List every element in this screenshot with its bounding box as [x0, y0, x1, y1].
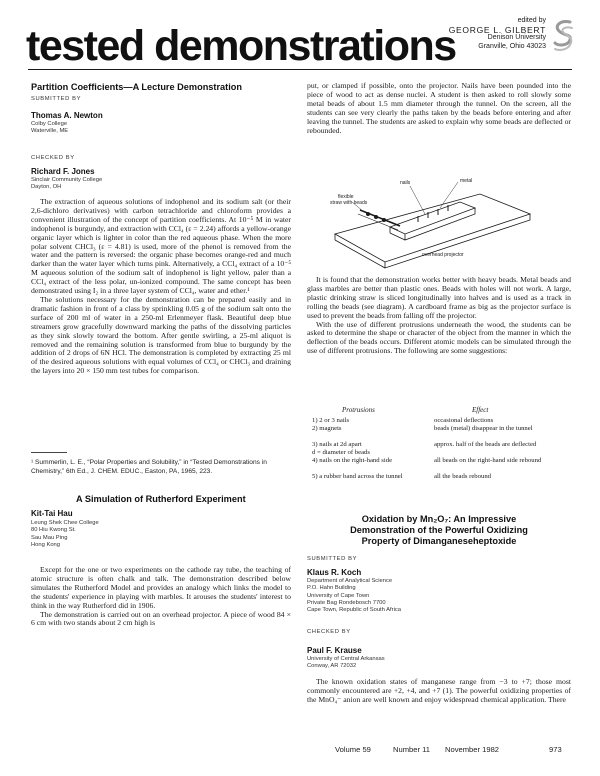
submitter-name: Klaus R. Koch [307, 568, 362, 577]
rutherford-apparatus-diagram [330, 172, 535, 272]
footnote: ¹ Summerlin, L. E., “Polar Properties and Solubility,” in “Tested Demonstrations in Chemistry,” 6th Ed., J. CHEM. EDUC., Easton, PA, 1965, 223. [31, 459, 267, 475]
paragraph: The extraction of aqueous solutions of indophenol and its sodium salt (or their 2,6-dichloro derivatives) with carbon tetrachloride and chloroform provides a convenient illustration of the concept of partition coefficients. At 10⁻⁵ M in water indophenol is burgundy, and extraction with CCl₄ (ε = 2.24) affords a yellow-orange organic layer which is lighter in color than the red aqueous phase. When the more polar solvent CHCl₃ (ε = 4.81) is used, more of the phenol is removed from the water and the pattern is reversed: the organic phase becomes orange-red and much darker than the water layer which turns pink. Alternatively, a CCl₄ extract of a 10⁻⁵ M aqueous solution of the sodium salt of indophenol is light yellow, paler than a CCl₄ extract of the less polar, un-ionized compound. The same concept has been demonstrated using I₂ in a three layer system of CCl₄, water and ether.¹ [31, 197, 291, 296]
submitted-by-label: SUBMITTED BY [31, 96, 82, 102]
editor-address: Granville, Ohio 43023 [478, 43, 546, 51]
paragraph: The demonstration is carried out on an overhead projector. A piece of wood 84 × 6 cm with two stands about 2 cm high is [31, 609, 291, 628]
paragraph: put, or clamped if possible, onto the projector. Nails have been pounded into the piece of wood to act as dense nuclei. A student is then asked to roll slowly some metal beads of about 1.5 mm diameter through the tunnel. On the screen, all the students can see very clearly the paths taken by the beads before entering and after leaving the tunnel. The students are asked to explain why some beads are deflected or rebounded. [307, 81, 571, 135]
paragraph: Except for the one or two experiments on the cathode ray tube, the teaching of atomic structure is often chalk and talk. The demonstration described below simulates the Rutherford Model and provides an analogy which links the model to the students' experience in playing with marbles. It arouses the students' interest to think in the way Rutherford did in 1906. [31, 565, 291, 610]
checker-affiliation: University of Central Arkansas Conway, AR 72032 [307, 656, 385, 670]
article-body-oxidation [307, 678, 571, 705]
checker-affiliation: Sinclair Community College Dayton, OH [31, 177, 103, 191]
article-body-rutherford-cont2 [307, 276, 571, 356]
submitter-affiliation: Colby College Waterville, ME [31, 121, 69, 135]
submitter-affiliation: Department of Analytical Science P.O. Hahn Building University of Cape Town Private Bag Rondebosch 7700 Cape Town, Republic of South Africa [307, 578, 401, 614]
paragraph: With the use of different protrusions underneath the wood, the students can be asked to determine the shape or character of the object from the manner in which the deflection of the beads occurs. Different atomic models can be simulated through the use of different protrusions. The following are some suggestions: [307, 319, 571, 356]
article-body-rutherford-cont [307, 82, 571, 135]
author-name: Kit-Tai Hau [31, 509, 73, 518]
article-title-rutherford: A Simulation of Rutherford Experiment [76, 494, 246, 504]
footnote-rule [31, 452, 67, 453]
article-title-oxidation: Oxidation by Mn₂O₇: An Impressive Demonstration of the Powerful Oxidizing Property of Dimanganeseheptoxide [350, 514, 528, 546]
footer-date: November 1982 [445, 745, 500, 754]
checked-by-label: CHECKED BY [31, 155, 75, 161]
article-body-partition [31, 198, 291, 376]
label-metal: metal [460, 178, 473, 184]
footer-number: Number 11 [393, 745, 431, 754]
page-number: 973 [549, 745, 562, 754]
editor-affiliation: Denison University [487, 34, 546, 42]
edited-by-label: edited by [517, 17, 546, 24]
article-title-partition: Partition Coefficients—A Lecture Demonstration [31, 82, 242, 92]
paragraph: The known oxidation states of manganese range from −3 to +7; those most commonly encountered are +2, +4, and +7 (1). The powerful oxidizing properties of the MnO₄⁻ anion are well known and enjoy widespread chemical application. There [307, 677, 571, 704]
article-body-rutherford [31, 566, 291, 628]
protrusion-table: Protrusions Effect 1) 2 or 3 nails occasional deflections 2) magnets beads (metal) disappear in the tunnel 3) nails at 2d apart d = diameter of beads approx. half of the beads are deflected 4) nails on the right-hand side all beads on the right-hand side rebound 5) a rubber band across the tunnel all the beads rebound [312, 406, 542, 480]
label-nails: nails [400, 180, 411, 186]
paragraph: It is found that the demonstration works better with heavy beads. Metal beads and glass marbles are better than plastic ones. Beads with holes will not work. A large, plastic drinking straw is sliced longitudinally into halves and is used as a track in rolling the beads (see diagram). A cardboard frame as big as the projector surface is used to prevent the beads from falling off the projector. [307, 275, 571, 320]
footer-volume: Volume 59 [335, 745, 371, 754]
projector-edge [385, 214, 530, 268]
paragraph: The solutions necessary for the demonstration can be prepared easily and in dramatic fashion in front of a class by sprinkling 0.05 g of the sodium salt onto the surface of 200 ml of water in a 250-ml Erlenmeyer flask. Beautiful deep blue streamers grow gracefully downward marking the paths of the dissolving particles as they sink slowly toward the bottom. After gentle swirling, a 25-ml aliquot is removed and the remaining solution is transformed from blue to burgundy by the addition of 2 drops of 6N HCl. The demonstration is completed by extracting 25 ml of the desired aqueous solutions with equal volumes of CCl₄ or CHCl₃ and draining the layers into 20 × 150 mm test tubes for comparison. [31, 294, 291, 376]
author-affiliation: Leung Shek Chee College 80 Hiu Kwong St. Sau Mau Ping Hong Kong [31, 520, 99, 548]
header-rule [28, 69, 572, 70]
section-banner: tested demonstrations [26, 22, 456, 70]
swirl-logo-icon [550, 18, 576, 54]
editor-name: GEORGE L. GILBERT [448, 24, 546, 35]
submitted-by-label: SUBMITTED BY [307, 556, 358, 562]
editor-block [449, 17, 546, 52]
checker-name: Richard F. Jones [31, 167, 95, 176]
label-flexible: flexible [338, 194, 354, 200]
checker-name: Paul F. Krause [307, 646, 362, 655]
label-straw: straw with beads [330, 200, 368, 206]
label-projector: overhead projector [422, 252, 464, 258]
beads [366, 212, 386, 222]
submitter-name: Thomas A. Newton [31, 111, 103, 120]
checked-by-label: CHECKED BY [307, 629, 351, 635]
